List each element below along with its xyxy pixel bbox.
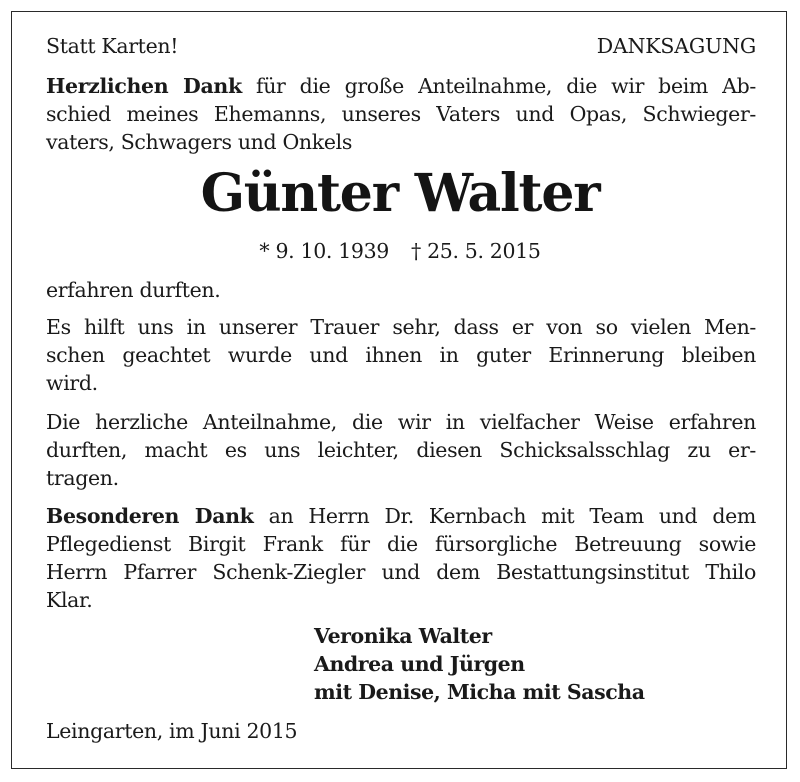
intro-line-2: schied meines Ehemanns, unseres Vaters und Opas, Schwieger- bbox=[46, 102, 756, 126]
paragraph-3-line-3: tragen. bbox=[46, 466, 119, 490]
signatory-line-2: Andrea und Jürgen bbox=[314, 652, 525, 676]
signatory-line-1: Veronika Walter bbox=[314, 624, 492, 648]
paragraph-2-line-1: Es hilft uns in unserer Trauer sehr, dass er von so vielen Men- bbox=[46, 315, 756, 339]
life-dates bbox=[0, 237, 800, 265]
paragraph-4-line-3: Herrn Pfarrer Schenk-Ziegler und dem Bestattungsinstitut Thilo bbox=[46, 560, 756, 584]
intro-line-1 bbox=[46, 72, 756, 100]
paragraph-4-line-1 bbox=[46, 502, 756, 530]
paragraph-2-line-3: wird. bbox=[46, 371, 98, 395]
paragraph-3-line-2: durften, macht es uns leichter, diesen Schicksalsschlag zu er- bbox=[46, 438, 756, 462]
paragraph-3-line-1: Die herzliche Anteilnahme, die wir in vielfacher Weise erfahren bbox=[46, 410, 756, 434]
intro-line-1-rest: für die große Anteilnahme, die wir beim Ab- bbox=[241, 74, 756, 98]
header-right: DANKSAGUNG bbox=[596, 34, 756, 58]
intro-line-3: vaters, Schwagers und Onkels bbox=[46, 130, 352, 154]
paragraph-4-lead: Besonderen Dank bbox=[46, 504, 254, 528]
paragraph-1: erfahren durften. bbox=[46, 278, 221, 302]
paragraph-4-line-1-rest: an Herrn Dr. Kernbach mit Team und dem bbox=[253, 504, 756, 528]
paragraph-4-line-2: Pflegedienst Birgit Frank für die fürsorgliche Betreuung sowie bbox=[46, 532, 756, 556]
signatory-line-3: mit Denise, Micha mit Sascha bbox=[314, 680, 645, 704]
paragraph-2-line-2: schen geachtet wurde und ihnen in guter Erinnerung bleiben bbox=[46, 343, 756, 367]
birth-date: * 9. 10. 1939 bbox=[259, 239, 389, 263]
signatories bbox=[314, 622, 645, 706]
paragraph-4-line-4: Klar. bbox=[46, 588, 93, 612]
deceased-name: Günter Walter bbox=[200, 163, 600, 224]
place-date: Leingarten, im Juni 2015 bbox=[46, 719, 298, 743]
death-date: † 25. 5. 2015 bbox=[411, 239, 541, 263]
intro-lead: Herzlichen Dank bbox=[46, 74, 242, 98]
header-left: Statt Karten! bbox=[46, 34, 179, 58]
